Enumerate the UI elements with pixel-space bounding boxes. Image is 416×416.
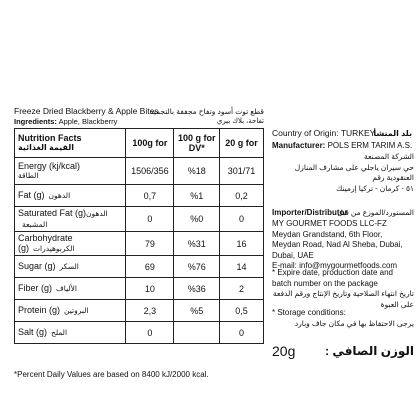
- nutrient-value-100g: 1506/356: [126, 158, 174, 185]
- nutrient-name: [15, 207, 126, 232]
- nutrition-row: [15, 207, 264, 232]
- nutrient-daily-value: %5: [174, 300, 220, 322]
- nutrient-name-ar: الدهون: [48, 191, 71, 200]
- nutrient-value-100g: 2,3: [126, 300, 174, 322]
- nutrient-name-ar: الطاقة: [18, 171, 39, 180]
- daily-value-footnote: *Percent Daily Values are based on 8400 kJ/2000 kcal.: [14, 370, 209, 379]
- country-of-origin-ar: بلد المنشأ: [373, 129, 412, 138]
- nutrient-name-en: Protein (g): [18, 305, 61, 315]
- storage-note-en: * Storage conditions:: [272, 308, 346, 317]
- manufacturer-address-ar-2: ٥١ - كرمان - تركيا إرمينك: [336, 183, 414, 193]
- nutrition-row: [15, 232, 264, 256]
- nutrient-value-100g: 79: [126, 232, 174, 256]
- importer-line: Meydan Grandstand, 6th Floor,: [272, 229, 383, 239]
- nutrient-daily-value: %76: [174, 256, 220, 278]
- ingredients-value: Apple, Blackberry: [58, 117, 118, 126]
- nutrient-value-20g: 14: [220, 256, 264, 278]
- storage-note-ar: يرجى الاحتفاظ بها في مكان جاف وبارد: [294, 318, 414, 328]
- nutrient-daily-value: %18: [174, 158, 220, 185]
- nutrient-name-ar: الملح: [51, 328, 68, 337]
- net-weight-label-ar: الوزن الصافي :: [325, 344, 414, 358]
- net-weight-value: 20g: [272, 343, 296, 359]
- country-of-origin-en: Country of Origin: TURKEY: [272, 128, 376, 138]
- nutrition-rows: [15, 158, 264, 344]
- nutrient-daily-value: [174, 322, 220, 344]
- product-title: [14, 106, 264, 117]
- importer-line: Dubai, UAE: [272, 250, 314, 260]
- nutrient-name: [15, 322, 126, 344]
- importer-label: Importer/Distributor: [272, 208, 348, 217]
- expire-note-ar: تاريخ انتهاء الصلاحية وتاريخ الإنتاج ورقم الدفعة على العبوة: [272, 289, 414, 309]
- nutrient-daily-value: %0: [174, 207, 220, 232]
- ingredients-ar: تفاحة، بلاك بيري: [216, 118, 264, 125]
- nutrient-value-100g: 69: [126, 256, 174, 278]
- nutrition-header-row: [15, 129, 264, 158]
- nutrition-row: [15, 256, 264, 278]
- manufacturer-block: [272, 141, 414, 194]
- manufacturer-label: Manufacturer:: [272, 141, 326, 150]
- nutrition-header-dv: 100 g for DV*: [174, 129, 220, 158]
- nutrient-name-ar: الدهون المشبعة: [22, 209, 108, 229]
- nutrient-value-20g: 0,5: [220, 300, 264, 322]
- nutrition-row: [15, 278, 264, 300]
- nutrition-header-label: Nutrition Facts القيمة الغذائية: [15, 129, 126, 158]
- expire-note: [272, 268, 414, 310]
- nutrient-value-20g: 0: [220, 322, 264, 344]
- nutrient-value-20g: 0: [220, 207, 264, 232]
- nutrient-value-20g: 16: [220, 232, 264, 256]
- manufacturer-address-ar-1: حي سيران ياجلي على مشارف المنازل العنقودية رقم: [294, 162, 414, 182]
- nutrient-name-en: Sugar (g): [18, 261, 56, 271]
- nutrient-value-100g: 0,7: [126, 185, 174, 207]
- importer-head: [272, 208, 414, 219]
- storage-note: [272, 308, 414, 329]
- nutrition-row: [15, 158, 264, 185]
- nutrient-value-20g: 0,2: [220, 185, 264, 207]
- nutrient-name-ar: السكر: [59, 262, 79, 271]
- nutrient-name: [15, 185, 126, 207]
- nutrient-value-100g: 0: [126, 207, 174, 232]
- nutrient-name-en: Energy (kj/kcal): [18, 161, 81, 171]
- nutrient-name: [15, 232, 126, 256]
- ingredients: [14, 117, 264, 127]
- nutrient-name-en: Saturated Fat (g): [18, 208, 87, 218]
- country-of-origin: [272, 128, 412, 139]
- nutrient-value-100g: 10: [126, 278, 174, 300]
- nutrient-name: [15, 158, 126, 185]
- nutrient-name-en: Salt (g): [18, 327, 48, 337]
- nutrition-table: [14, 128, 264, 344]
- nutrition-header-100g: 100g for: [126, 129, 174, 158]
- nutrient-name-en: Carbohydrate (g): [18, 233, 73, 253]
- nutrient-name-ar: الألياف: [56, 284, 77, 293]
- nutrient-value-20g: 301/71: [220, 158, 264, 185]
- manufacturer-head: [272, 141, 414, 152]
- nutrition-header-20g: 20 g for: [220, 129, 264, 158]
- ingredients-label: Ingredients:: [14, 117, 57, 126]
- importer-label-ar: المستورد/الموزع من قبل: [337, 208, 414, 217]
- manufacturer-label-ar: الشركة المصنعة: [364, 152, 414, 161]
- nutrient-name-ar: الكربوهيدرات: [33, 244, 75, 253]
- importer-line: Meydan Road, Nad Al Sheba, Dubai,: [272, 240, 403, 249]
- nutrient-name: [15, 300, 126, 322]
- nutrient-name-ar: البروتين: [64, 306, 89, 315]
- nutrient-value-20g: 2: [220, 278, 264, 300]
- nutrient-name-en: Fiber (g): [18, 283, 53, 293]
- nutrient-name: [15, 278, 126, 300]
- product-title-en: Freeze Dried Blackberry & Apple Bites: [14, 106, 159, 116]
- net-weight: [272, 343, 414, 361]
- nutrient-daily-value: %1: [174, 185, 220, 207]
- importer-line: MY GOURMET FOODS LLC-FZ: [272, 219, 387, 228]
- nutrition-row: [15, 322, 264, 344]
- nutrient-daily-value: %31: [174, 232, 220, 256]
- nutrient-name: [15, 256, 126, 278]
- importer-email: E-mail: info@mygourmetfoods.com: [272, 261, 398, 270]
- manufacturer-name: POLS ERM TARIM A.S.: [327, 141, 413, 150]
- importer-block: [272, 208, 414, 272]
- product-title-ar: قطع توت أسود وتفاح مجففة بالتجميد: [149, 107, 264, 116]
- nutrition-row: [15, 300, 264, 322]
- expire-note-en: * Expire date, production date and batch number on the package: [272, 268, 393, 288]
- nutrient-name-en: Fat (g): [18, 190, 45, 200]
- nutrient-daily-value: %36: [174, 278, 220, 300]
- nutrient-value-100g: 0: [126, 322, 174, 344]
- nutrition-row: [15, 185, 264, 207]
